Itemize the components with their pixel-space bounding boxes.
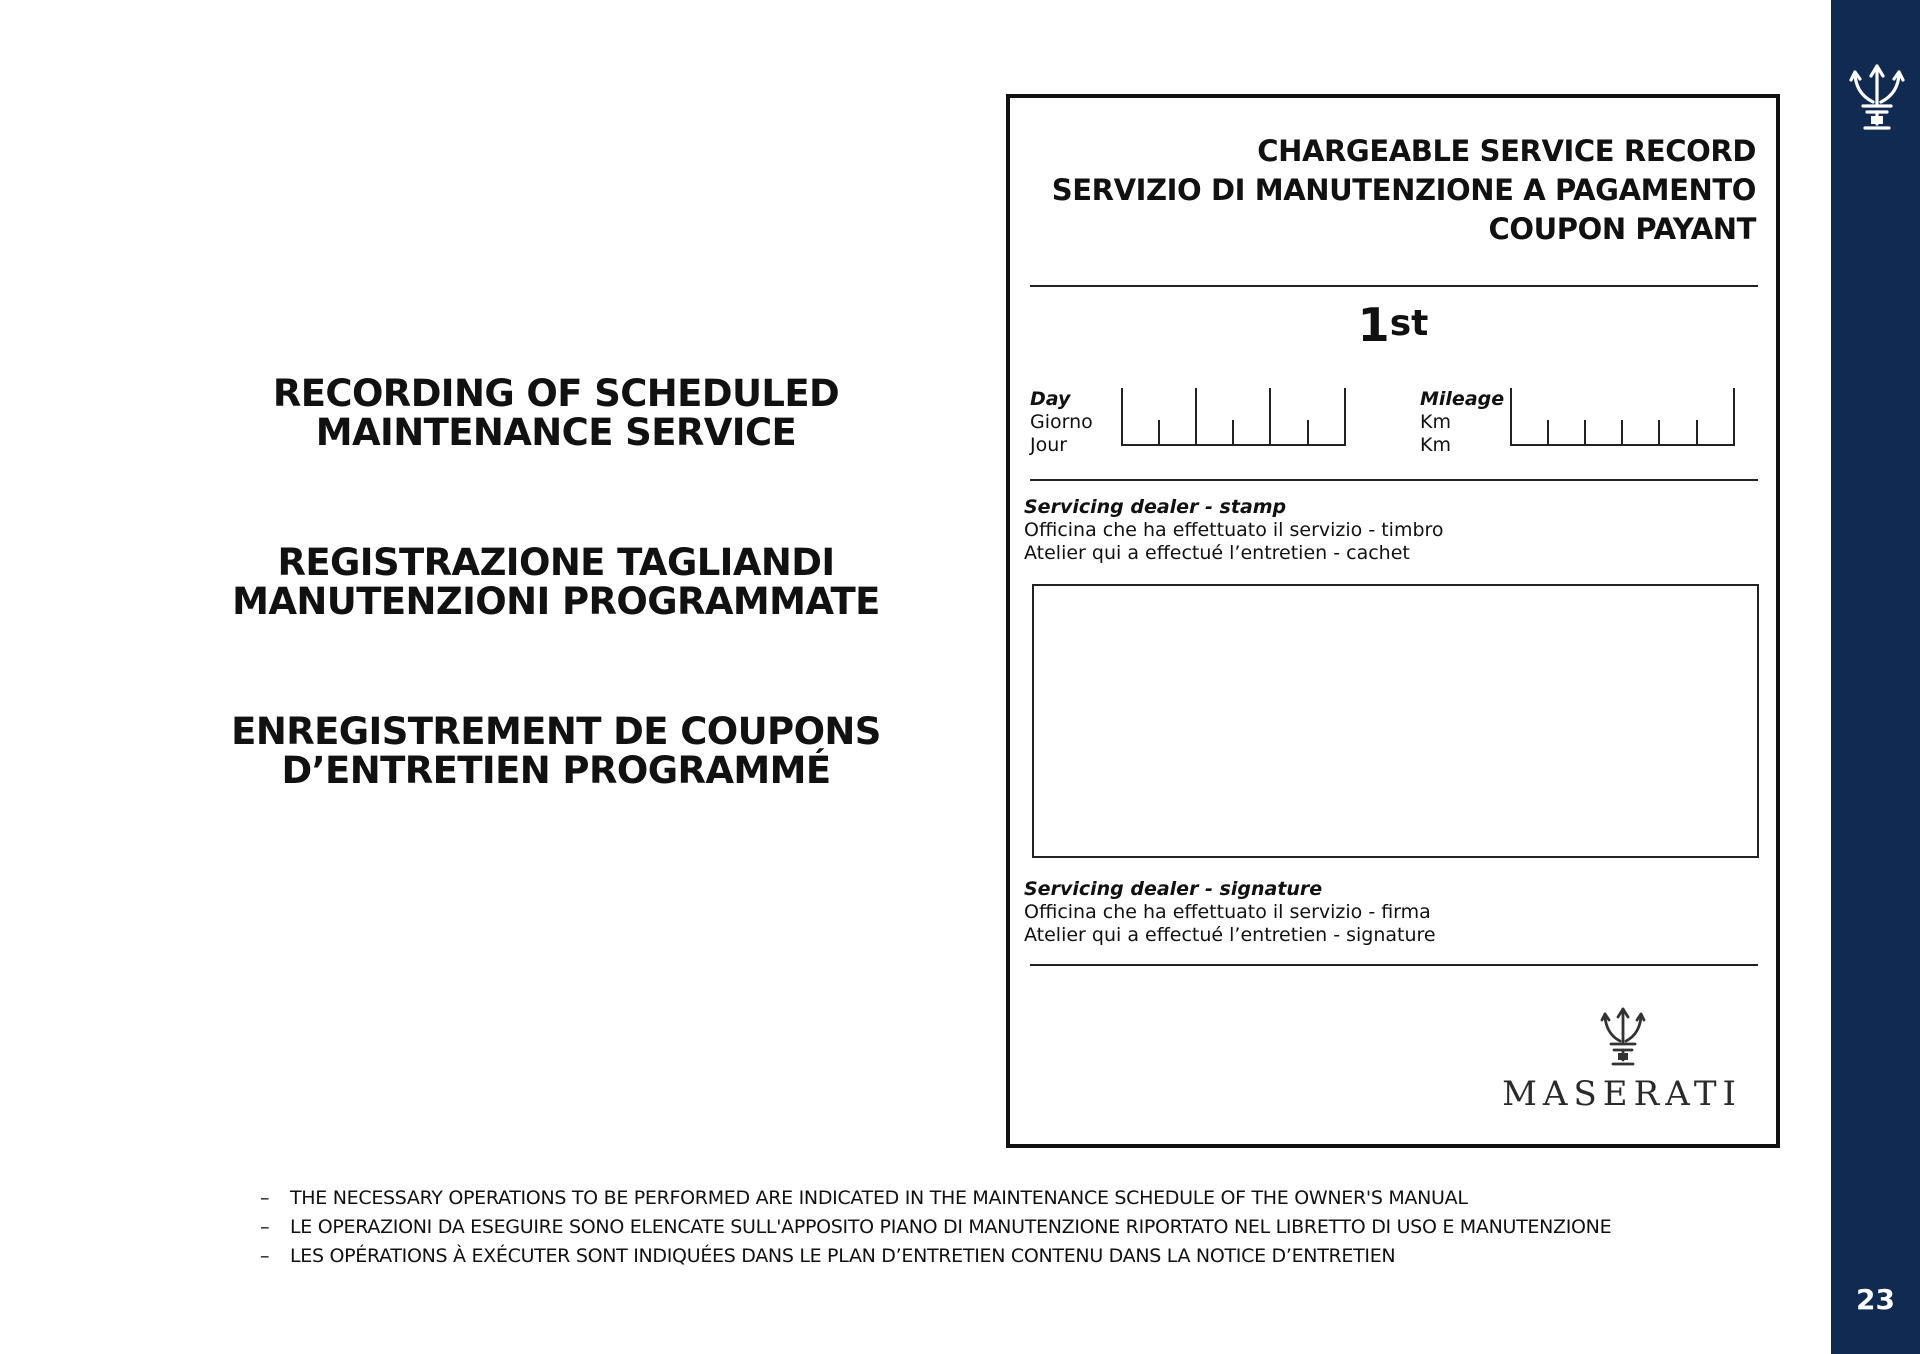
note-text: LES OPÉRATIONS À EXÉCUTER SONT INDIQUÉES DANS LE PLAN D’ENTRETIEN CONTENU DANS LA NOTICE D’ENTRETIEN <box>290 1245 1396 1267</box>
heading-line: RECORDING OF SCHEDULED <box>272 372 840 415</box>
ordinal-number: 1 <box>1357 298 1390 352</box>
maintenance-notes <box>260 1184 1612 1271</box>
divider <box>1030 479 1758 481</box>
page-sidebar <box>1831 0 1920 1354</box>
title-italian: SERVIZIO DI MANUTENZIONE A PAGAMENTO <box>1051 173 1756 207</box>
note-text: THE NECESSARY OPERATIONS TO BE PERFORMED ARE INDICATED IN THE MAINTENANCE SCHEDULE OF THE OWNER'S MANUAL <box>290 1187 1468 1209</box>
note-text: LE OPERAZIONI DA ESEGUIRE SONO ELENCATE SULL'APPOSITO PIANO DI MANUTENZIONE RIPORTATO NEL LIBRETTO DI USO E MANUTENZIONE <box>290 1216 1612 1238</box>
page-number: 23 <box>1856 1283 1895 1316</box>
service-coupon-card <box>1006 94 1780 1148</box>
section-headings <box>200 374 912 790</box>
trident-icon <box>1600 1006 1646 1068</box>
mileage-label-en: Mileage <box>1420 388 1505 410</box>
coupon-title <box>1052 132 1756 249</box>
heading-line: ENREGISTREMENT DE COUPONS <box>231 710 881 753</box>
heading-english <box>200 374 912 452</box>
heading-line: REGISTRAZIONE TAGLIANDI <box>277 541 835 584</box>
signature-label-it: Officina che ha effettuato il servizio - firma <box>1024 901 1431 923</box>
brand-wordmark: MASERATI <box>1502 1074 1742 1114</box>
note-item <box>260 1242 1611 1271</box>
stamp-label-en: Servicing dealer - stamp <box>1024 496 1287 518</box>
signature-label-fr: Atelier qui a effectué l’entretien - signature <box>1024 924 1436 946</box>
note-item <box>260 1213 1612 1242</box>
day-label-en: Day <box>1030 388 1071 410</box>
mileage-input-boxes[interactable] <box>1510 388 1736 446</box>
day-label <box>1030 388 1093 457</box>
divider <box>1030 964 1758 966</box>
mileage-label-fr: Km <box>1420 434 1451 456</box>
note-dash: – <box>260 1216 270 1238</box>
divider <box>1030 285 1758 287</box>
stamp-area[interactable] <box>1032 584 1759 858</box>
ordinal-suffix: st <box>1389 303 1429 344</box>
stamp-label-fr: Atelier qui a effectué l’entretien - cachet <box>1024 542 1410 564</box>
day-label-fr: Jour <box>1030 434 1068 456</box>
signature-label-en: Servicing dealer - signature <box>1024 878 1323 900</box>
service-ordinal <box>1010 298 1776 352</box>
note-dash: – <box>260 1245 270 1267</box>
heading-line: MANUTENZIONI PROGRAMMATE <box>232 580 880 623</box>
heading-italian <box>200 543 912 621</box>
mileage-label-it: Km <box>1420 411 1451 433</box>
mileage-label <box>1420 388 1504 457</box>
stamp-label-it: Officina che ha effettuato il servizio - timbro <box>1024 519 1444 541</box>
title-english: CHARGEABLE SERVICE RECORD <box>1257 134 1756 168</box>
heading-french <box>200 712 912 790</box>
day-input-boxes[interactable] <box>1121 388 1347 446</box>
day-label-it: Giorno <box>1030 411 1093 433</box>
note-dash: – <box>260 1187 270 1209</box>
heading-line: D’ENTRETIEN PROGRAMMÉ <box>281 749 831 792</box>
heading-line: MAINTENANCE SERVICE <box>315 411 797 454</box>
note-item <box>260 1184 1611 1213</box>
title-french: COUPON PAYANT <box>1488 212 1756 246</box>
stamp-label <box>1024 496 1444 565</box>
trident-icon <box>1849 62 1905 132</box>
signature-label <box>1024 878 1436 947</box>
